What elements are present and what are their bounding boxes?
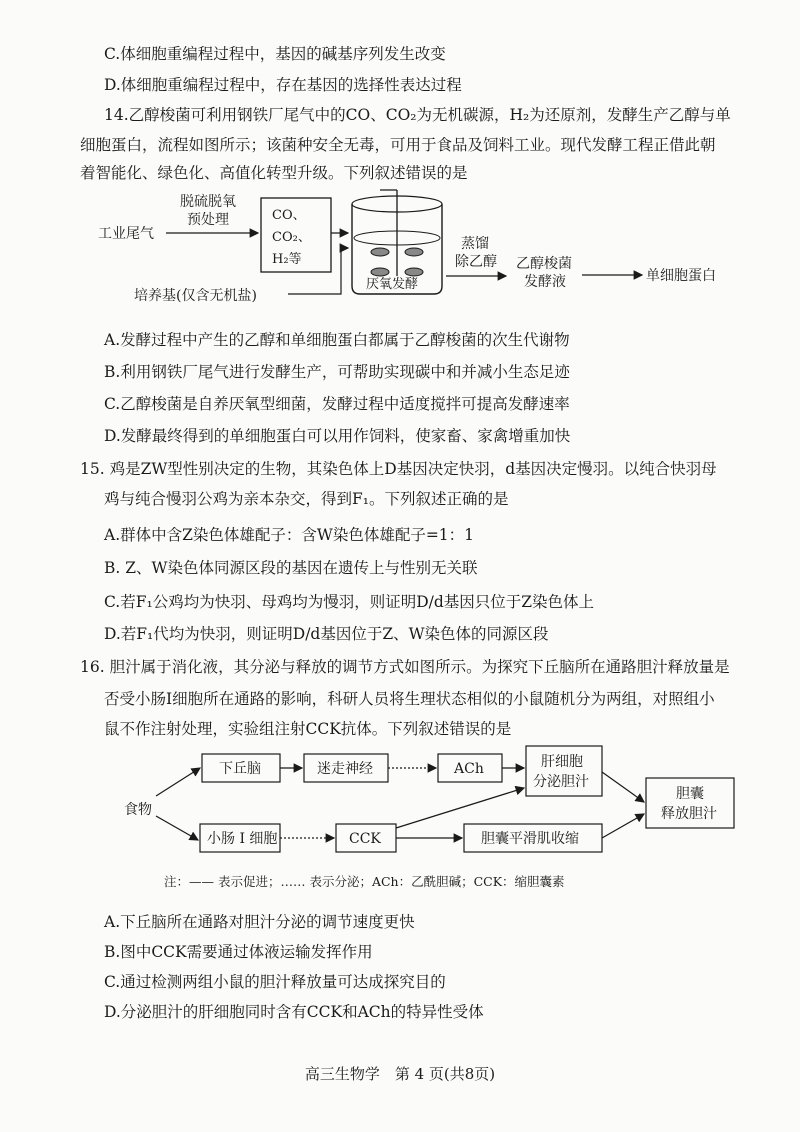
q15-option-d: D.若F₁代均为快羽，则证明D/d基因位于Z、W染色体的同源区段	[104, 625, 549, 643]
product-label: 单细胞蛋白	[646, 268, 716, 284]
q16-option-b: B.图中CCK需要通过体液运输发挥作用	[104, 943, 373, 961]
q16-stem-line3: 鼠不作注射处理，实验组注射CCK抗体。下列叙述错误的是	[104, 720, 512, 738]
gas-box-line1: CO、	[272, 208, 306, 223]
q14-option-b: B.利用钢铁厂尾气进行发酵生产，可帮助实现碳中和并减小生态足迹	[104, 363, 570, 381]
icell-label: 小肠 I 细胞	[207, 831, 278, 847]
impeller-3	[371, 268, 389, 276]
distill-label-1: 蒸馏	[461, 236, 489, 252]
q14-stem-line2: 细胞蛋白，流程如图所示；该菌种安全无毒，可用于食品及饲料工业。现代发酵工程正借此朝	[80, 136, 716, 154]
cck-label: CCK	[349, 831, 381, 847]
muscle-label: 胆囊平滑肌收缩	[481, 831, 579, 847]
industrial-gas-label: 工业尾气	[98, 226, 154, 242]
distill-label-2: 除乙醇	[455, 254, 497, 270]
q16-stem-line1: 16. 胆汁属于消化液，其分泌与释放的调节方式如图所示。为探究下丘脑所在通路胆汁释放量是	[80, 658, 730, 676]
liver-label-1: 肝细胞	[541, 754, 583, 770]
impeller-2	[405, 248, 423, 256]
pretreat-label-2: 预处理	[187, 212, 229, 228]
food-to-icell	[156, 816, 198, 840]
q15-option-c: C.若F₁公鸡均为快羽、母鸡均为慢羽，则证明D/d基因只位于Z染色体上	[104, 593, 595, 611]
q14-option-a: A.发酵过程中产生的乙醇和单细胞蛋白都属于乙醇梭菌的次生代谢物	[104, 331, 570, 349]
q16-option-d: D.分泌胆汁的肝细胞同时含有CCK和ACh的特异性受体	[104, 1003, 484, 1021]
pretreat-label-1: 脱硫脱氧	[180, 194, 236, 210]
q14-stem-line3: 着智能化、绿色化、高值化转型升级。下列叙述错误的是	[80, 164, 468, 182]
vagus-label: 迷走神经	[317, 761, 373, 777]
q16-option-c: C.通过检测两组小鼠的胆汁释放量可达成探究目的	[104, 973, 446, 991]
q14-option-c: C.乙醇梭菌是自养厌氧型细菌，发酵过程中适度搅拌可提高发酵速率	[104, 395, 570, 413]
fermentation-flow-diagram	[0, 186, 800, 316]
gas-box-line3: H₂等	[272, 252, 302, 267]
food-to-hypothalamus	[156, 768, 200, 796]
liver-label-2: 分泌胆汁	[533, 774, 589, 790]
gallbladder-label-1: 胆囊	[676, 786, 704, 802]
ach-label: ACh	[454, 761, 484, 777]
q15-stem-line1: 15. 鸡是ZW型性别决定的生物，其染色体上D基因决定快羽，d基因决定慢羽。以纯合快羽母	[80, 460, 717, 478]
cck-to-liver	[396, 788, 524, 828]
broth-label-2: 发酵液	[524, 274, 566, 290]
broth-label-1: 乙醇梭菌	[516, 256, 572, 272]
liver-to-gallbladder	[602, 772, 644, 802]
fermenter-label: 厌氧发酵	[366, 277, 419, 292]
q13-option-d: D.体细胞重编程过程中，存在基因的选择性表达过程	[104, 76, 462, 94]
impeller-1	[371, 248, 389, 256]
impeller-4	[405, 268, 423, 276]
q16-option-a: A.下丘脑所在通路对胆汁分泌的调节速度更快	[104, 913, 415, 931]
q15-option-b: B. Z、W染色体同源区段的基因在遗传上与性别无关联	[104, 559, 478, 577]
hypothalamus-label: 下丘脑	[219, 761, 261, 777]
q15-option-a: A.群体中含Z染色体雄配子：含W染色体雄配子=1：1	[104, 526, 475, 544]
q14-option-d: D.发酵最终得到的单细胞蛋白可以用作饲料，使家畜、家禽增重加快	[104, 427, 571, 445]
diagram-note: 注：—— 表示促进；…… 表示分泌；ACh：乙酰胆碱；CCK：缩胆囊素	[164, 874, 565, 889]
page-footer: 高三生物学 第 4 页(共8页)	[304, 1065, 496, 1083]
food-label: 食物	[124, 802, 152, 818]
bile-regulation-diagram	[0, 744, 800, 904]
q16-stem-line2: 否受小肠I细胞所在通路的影响，科研人员将生理状态相似的小鼠随机分为两组，对照组小	[104, 690, 715, 708]
gallbladder-label-2: 释放胆汁	[661, 806, 717, 822]
q14-stem-line1: 14.乙醇梭菌可利用钢铁厂尾气中的CO、CO₂为无机碳源，H₂为还原剂，发酵生产乙醇与单	[104, 106, 731, 124]
gas-box-line2: CO₂、	[272, 230, 311, 245]
q13-option-c: C.体细胞重编程过程中，基因的碱基序列发生改变	[104, 45, 446, 63]
muscle-to-gallbladder	[602, 814, 644, 838]
medium-label: 培养基(仅含无机盐)	[134, 288, 257, 304]
q15-stem-line2: 鸡与纯合慢羽公鸡为亲本杂交，得到F₁。下列叙述正确的是	[104, 490, 509, 508]
